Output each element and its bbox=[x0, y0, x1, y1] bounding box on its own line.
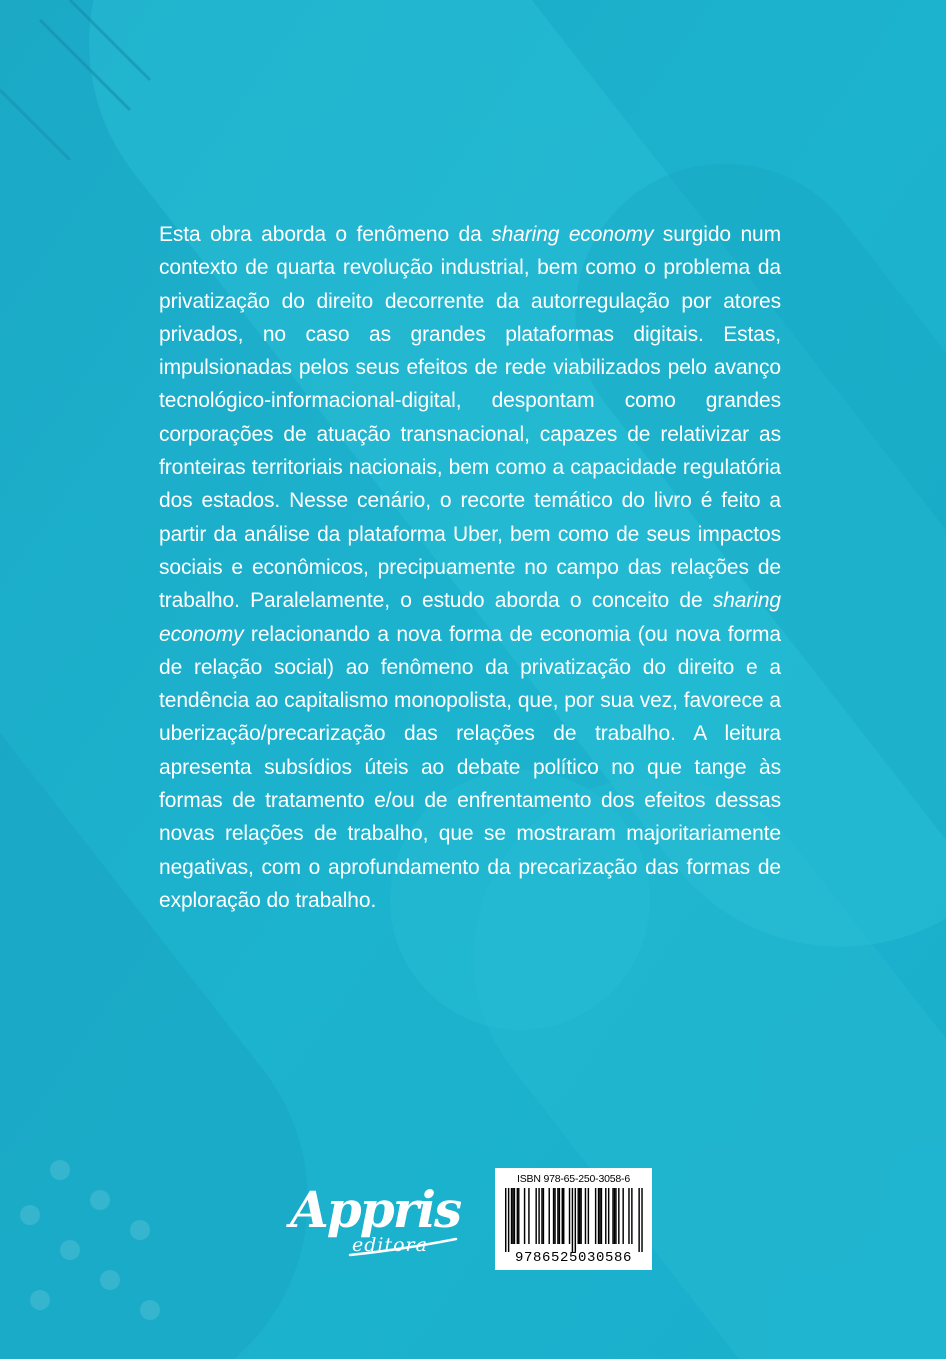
barcode-bar bbox=[598, 1188, 599, 1244]
barcode bbox=[501, 1186, 646, 1268]
barcode-bar bbox=[580, 1188, 581, 1244]
barcode-bar bbox=[628, 1188, 629, 1244]
barcode-bar bbox=[618, 1188, 619, 1244]
barcode-bar bbox=[554, 1188, 555, 1244]
barcode-bar bbox=[543, 1188, 544, 1244]
barcode-bar bbox=[579, 1188, 580, 1244]
barcode-bar bbox=[559, 1188, 560, 1244]
barcode-bar bbox=[595, 1188, 596, 1244]
barcode-number: 9786525030586 bbox=[514, 1250, 633, 1266]
isbn-barcode bbox=[495, 1168, 652, 1270]
barcode-bar bbox=[514, 1188, 515, 1244]
barcode-bar bbox=[508, 1188, 509, 1252]
barcode-bar bbox=[631, 1188, 632, 1244]
barcode-bar bbox=[528, 1188, 529, 1244]
barcode-bars bbox=[501, 1188, 646, 1252]
barcode-bar bbox=[535, 1188, 536, 1244]
barcode-bar bbox=[511, 1188, 512, 1244]
blurb-text-2: surgido num contexto de quarta revolução industrial, bem como o problema da privatização do direito decorrente da autorregulação por atores privados, no caso as grandes plataformas digitais. Estas, impulsionadas pelos seus efeitos de rede viabilizados pelo avanço tecnológico-informacional-digital, despontam como grandes corporações de atuação transnacional, capazes de relativizar as fronteiras territoriais nacionais, bem como a capacidade regulatória dos estados. Nesse cenário, o recorte temático do livro é feito a partir da análise da plataforma Uber, bem como de seus impactos sociais e econômicos, precipuamente no campo das relações de trabalho. Paralelamente, o estudo aborda o conceito de bbox=[159, 223, 782, 613]
barcode-bar bbox=[605, 1188, 606, 1244]
blurb-text-1: Esta obra aborda o fenômeno da bbox=[159, 223, 492, 246]
barcode-bar bbox=[549, 1188, 550, 1244]
isbn-label: ISBN 978-65-250-3058-6 bbox=[517, 1173, 630, 1185]
barcode-bar bbox=[614, 1188, 615, 1244]
barcode-bar bbox=[517, 1188, 518, 1244]
barcode-bar bbox=[524, 1188, 525, 1244]
back-cover-blurb bbox=[159, 218, 781, 917]
blurb-text-3: relacionando a nova forma de economia (ou nova forma de relação social) ao fenômeno da privatização do direito e a tendência ao capitalismo monopolista, que, por sua vez, favorece a uberização/precarização das relações de trabalho. A leitura apresenta subsídios úteis ao debate político no que tange às formas de tratamento e/ou de enfrentamento dos efeitos dessas novas relações de trabalho, que se mostraram majoritariamente negativas, com o aprofundamento da precarização das formas de exploração do trabalho. bbox=[159, 622, 781, 912]
barcode-bar bbox=[575, 1188, 576, 1252]
blurb-term-2: sharing economy bbox=[159, 589, 781, 646]
barcode-bar bbox=[538, 1188, 539, 1244]
logo-main-text: Appris bbox=[290, 1180, 461, 1239]
blurb-paragraph bbox=[159, 218, 781, 917]
blurb-term-1: sharing economy bbox=[491, 223, 654, 246]
barcode-bar bbox=[641, 1188, 642, 1252]
barcode-bar bbox=[505, 1188, 506, 1252]
appris-editora-logo bbox=[286, 1175, 466, 1265]
barcode-bar bbox=[557, 1188, 558, 1244]
logo-sub-text: editora bbox=[352, 1234, 428, 1256]
barcode-bar bbox=[572, 1188, 573, 1252]
barcode-bar bbox=[585, 1188, 586, 1244]
barcode-bar bbox=[541, 1188, 542, 1244]
barcode-bar bbox=[518, 1188, 519, 1244]
barcode-bar bbox=[599, 1188, 600, 1244]
barcode-bar bbox=[512, 1188, 513, 1244]
barcode-bar bbox=[622, 1188, 623, 1244]
barcode-bar bbox=[615, 1188, 616, 1244]
barcode-bar bbox=[612, 1188, 613, 1244]
barcode-bar bbox=[608, 1188, 609, 1244]
barcode-bar bbox=[562, 1188, 563, 1244]
barcode-bar bbox=[588, 1188, 589, 1244]
barcode-bar bbox=[563, 1188, 564, 1244]
barcode-bar bbox=[553, 1188, 554, 1244]
barcode-bar bbox=[569, 1188, 570, 1244]
barcode-bar bbox=[601, 1188, 602, 1244]
barcode-bar bbox=[638, 1188, 639, 1252]
barcode-bar bbox=[578, 1188, 579, 1244]
